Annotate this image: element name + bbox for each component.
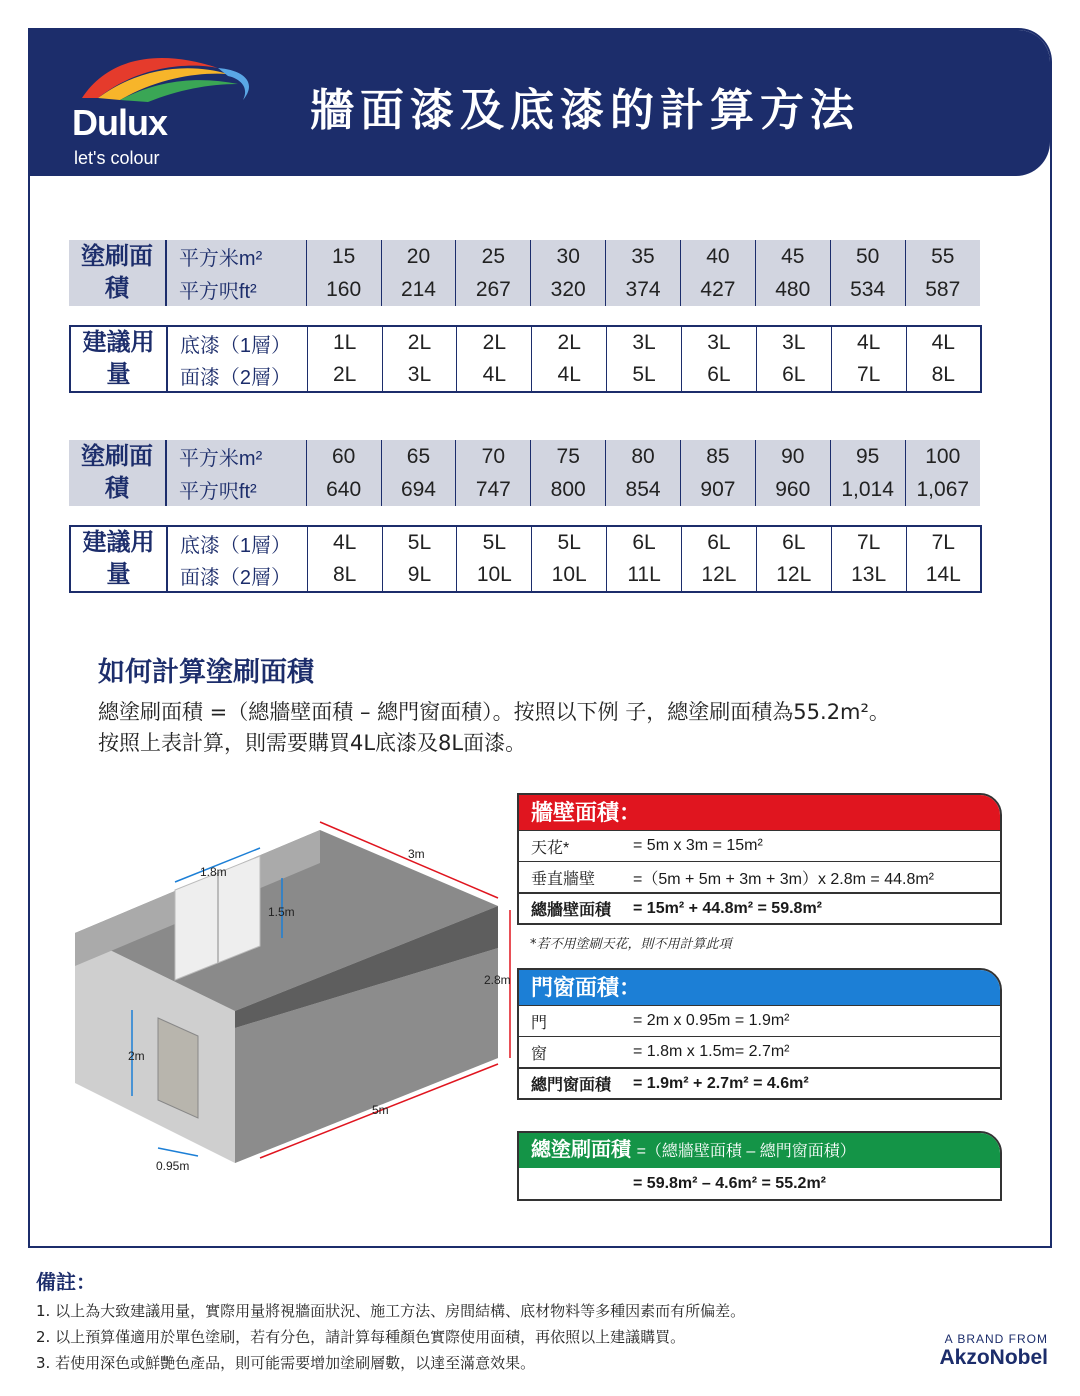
list-item <box>519 892 1000 923</box>
cell: 15 <box>306 240 381 273</box>
total-panel-formula: =（總牆壁面積 – 總門窗面積） <box>636 1143 856 1160</box>
cell: 2L <box>532 326 607 359</box>
logo-wordmark: Dulux <box>72 102 168 143</box>
intro-text <box>98 697 998 759</box>
brand-from-text: A BRAND FROM <box>944 1332 1048 1346</box>
window-width-label: 1.8m <box>200 865 227 879</box>
cell: 374 <box>606 273 681 306</box>
total-panel-header <box>519 1133 1000 1168</box>
area-table-2 <box>69 440 980 506</box>
cell: 9L <box>382 559 457 592</box>
cell: 95 <box>830 440 905 473</box>
cell: 7L <box>831 526 906 559</box>
door-width-dim <box>158 1148 198 1156</box>
cell: 3L <box>607 326 682 359</box>
total-area-panel <box>517 1131 1002 1201</box>
usage-label: 建議用量 <box>82 329 155 388</box>
cell: 3L <box>681 326 756 359</box>
cell: 40 <box>680 240 755 273</box>
row-value: = 2m x 0.95m = 1.9m² <box>633 1012 790 1029</box>
cell: 6L <box>681 526 756 559</box>
door-width-label: 0.95m <box>156 1159 190 1173</box>
primer-label: 底漆（1層） <box>179 334 292 357</box>
row-value: = 59.8m² – 4.6m² = 55.2m² <box>633 1174 826 1192</box>
area-table-1 <box>69 240 980 306</box>
cell: 320 <box>531 273 606 306</box>
cell: 13L <box>831 559 906 592</box>
cell: 11L <box>607 559 682 592</box>
door <box>158 1018 198 1118</box>
sqm-label: 平方米m² <box>178 448 263 470</box>
table-row <box>70 326 981 359</box>
usage-category-label <box>70 526 167 592</box>
door-height-label: 2m <box>128 1049 145 1063</box>
cell: 2L <box>457 326 532 359</box>
cell: 4L <box>307 526 382 559</box>
door-window-panel <box>517 968 1002 1100</box>
row-key: 門 <box>531 1014 548 1032</box>
row-value: =（5m + 5m + 3m + 3m）x 2.8m = 44.8m² <box>633 870 935 888</box>
cell: 100 <box>905 440 980 473</box>
list-item <box>519 1005 1000 1036</box>
section-title: 如何計算塗刷面積 <box>98 657 314 688</box>
list-item: 1. 以上為大致建議用量，實際用量將視牆面狀況、施工方法、房間結構、底材物料等多種因素而有所偏差。 <box>36 1302 746 1320</box>
sqm-label: 平方米m² <box>178 248 263 270</box>
window-height-label: 1.5m <box>268 905 295 919</box>
topcoat-label: 面漆（2層） <box>179 366 292 389</box>
cell: 427 <box>680 273 755 306</box>
sqft-label: 平方呎ft² <box>178 481 257 503</box>
usage-label: 建議用量 <box>82 529 155 588</box>
table-row <box>70 526 981 559</box>
intro-line-1: 總塗刷面積 =（總牆壁面積 – 總門窗面積）。按照以下例 子，總塗刷面積為55.2m²。 <box>98 700 890 724</box>
cell: 14L <box>906 559 981 592</box>
cell: 70 <box>456 440 531 473</box>
cell: 640 <box>306 473 381 506</box>
cell: 267 <box>456 273 531 306</box>
cell: 6L <box>607 526 682 559</box>
cell: 534 <box>830 273 905 306</box>
cell: 160 <box>306 273 381 306</box>
cell: 1,067 <box>905 473 980 506</box>
row-key: 垂直牆壁 <box>531 870 596 888</box>
cell: 5L <box>382 526 457 559</box>
row-key: 總牆壁面積 <box>531 902 612 919</box>
intro-line-2: 按照上表計算，則需要購買4L底漆及8L面漆。 <box>98 731 527 755</box>
ceiling-note: *若不用塗刷天花，則不用計算此項 <box>530 937 732 952</box>
table-row <box>70 559 981 592</box>
row-key: 天花* <box>531 839 570 857</box>
cell: 50 <box>830 240 905 273</box>
cell: 60 <box>306 440 381 473</box>
area-label: 塗刷面積 <box>80 243 153 302</box>
cell: 480 <box>755 273 830 306</box>
row-key: 窗 <box>531 1045 548 1063</box>
cell: 3L <box>382 359 457 392</box>
usage-table-2 <box>69 525 982 593</box>
cell: 3L <box>756 326 831 359</box>
dulux-logo <box>68 48 268 173</box>
cell: 4L <box>831 326 906 359</box>
cell: 30 <box>531 240 606 273</box>
table-row <box>69 273 980 306</box>
cell: 8L <box>307 559 382 592</box>
cell: 5L <box>607 359 682 392</box>
list-item <box>519 1168 1000 1199</box>
cell: 12L <box>681 559 756 592</box>
notes-title: 備註： <box>36 1270 96 1294</box>
list-item <box>519 1067 1000 1098</box>
cell: 45 <box>755 240 830 273</box>
list-item <box>519 1036 1000 1067</box>
cell: 55 <box>905 240 980 273</box>
cell: 10L <box>532 559 607 592</box>
table-row <box>69 440 980 473</box>
area-label: 塗刷面積 <box>80 443 153 502</box>
cell: 5L <box>532 526 607 559</box>
cell: 747 <box>456 473 531 506</box>
door-panel-title: 門窗面積： <box>519 970 1000 1005</box>
usage-table-1 <box>69 325 982 393</box>
list-item <box>519 830 1000 861</box>
cell: 4L <box>906 326 981 359</box>
cell: 800 <box>531 473 606 506</box>
area-category-label <box>69 240 166 306</box>
cell: 6L <box>681 359 756 392</box>
room-diagram <box>60 818 530 1178</box>
row-key: 總門窗面積 <box>531 1077 612 1094</box>
logo-tagline: let's colour <box>74 148 160 168</box>
notes-list <box>36 1298 745 1376</box>
page-title: 牆面漆及底漆的計算方法 <box>310 85 860 136</box>
cell: 7L <box>831 359 906 392</box>
cell: 587 <box>905 273 980 306</box>
row-value: = 15m² + 44.8m² = 59.8m² <box>633 899 822 917</box>
cell: 10L <box>457 559 532 592</box>
cell: 8L <box>906 359 981 392</box>
cell: 25 <box>456 240 531 273</box>
table-row <box>70 359 981 392</box>
row-value: = 1.9m² + 2.7m² = 4.6m² <box>633 1074 809 1092</box>
cell: 960 <box>755 473 830 506</box>
cell: 1L <box>307 326 382 359</box>
length-label: 5m <box>372 1103 389 1117</box>
cell: 1,014 <box>830 473 905 506</box>
height-label: 2.8m <box>484 973 511 987</box>
cell: 6L <box>756 359 831 392</box>
cell: 90 <box>755 440 830 473</box>
topcoat-label: 面漆（2層） <box>179 566 292 589</box>
row-value: = 1.8m x 1.5m= 2.7m² <box>633 1043 790 1060</box>
row-value: = 5m x 3m = 15m² <box>633 837 763 854</box>
primer-label: 底漆（1層） <box>179 534 292 557</box>
sqft-label: 平方呎ft² <box>178 281 257 303</box>
cell: 20 <box>381 240 456 273</box>
cell: 2L <box>382 326 457 359</box>
list-item: 3. 若使用深色或鮮艷色產品，則可能需要增加塗刷層數，以達至滿意效果。 <box>36 1354 536 1372</box>
cell: 7L <box>906 526 981 559</box>
cell: 694 <box>381 473 456 506</box>
cell: 2L <box>307 359 382 392</box>
list-item <box>519 861 1000 892</box>
cell: 214 <box>381 273 456 306</box>
cell: 6L <box>756 526 831 559</box>
akzonobel-logo <box>939 1332 1048 1370</box>
list-item: 2. 以上預算僅適用於單色塗刷，若有分色，請計算每種顏色實際使用面積，再依照以上建議購買。 <box>36 1328 686 1346</box>
cell: 12L <box>756 559 831 592</box>
wall-panel-title: 牆壁面積： <box>519 795 1000 830</box>
cell: 75 <box>531 440 606 473</box>
cell: 65 <box>381 440 456 473</box>
cell: 5L <box>457 526 532 559</box>
cell: 4L <box>532 359 607 392</box>
company-name: AkzoNobel <box>939 1346 1048 1369</box>
header-bar <box>30 30 1050 176</box>
usage-category-label <box>70 326 167 392</box>
table-row <box>69 240 980 273</box>
table-row <box>69 473 980 506</box>
cell: 35 <box>606 240 681 273</box>
wall-area-panel <box>517 793 1002 925</box>
cell: 854 <box>606 473 681 506</box>
cell: 907 <box>680 473 755 506</box>
area-category-label <box>69 440 166 506</box>
cell: 4L <box>457 359 532 392</box>
total-panel-title: 總塗刷面積 <box>531 1139 631 1161</box>
cell: 80 <box>606 440 681 473</box>
depth-label: 3m <box>408 847 425 861</box>
cell: 85 <box>680 440 755 473</box>
